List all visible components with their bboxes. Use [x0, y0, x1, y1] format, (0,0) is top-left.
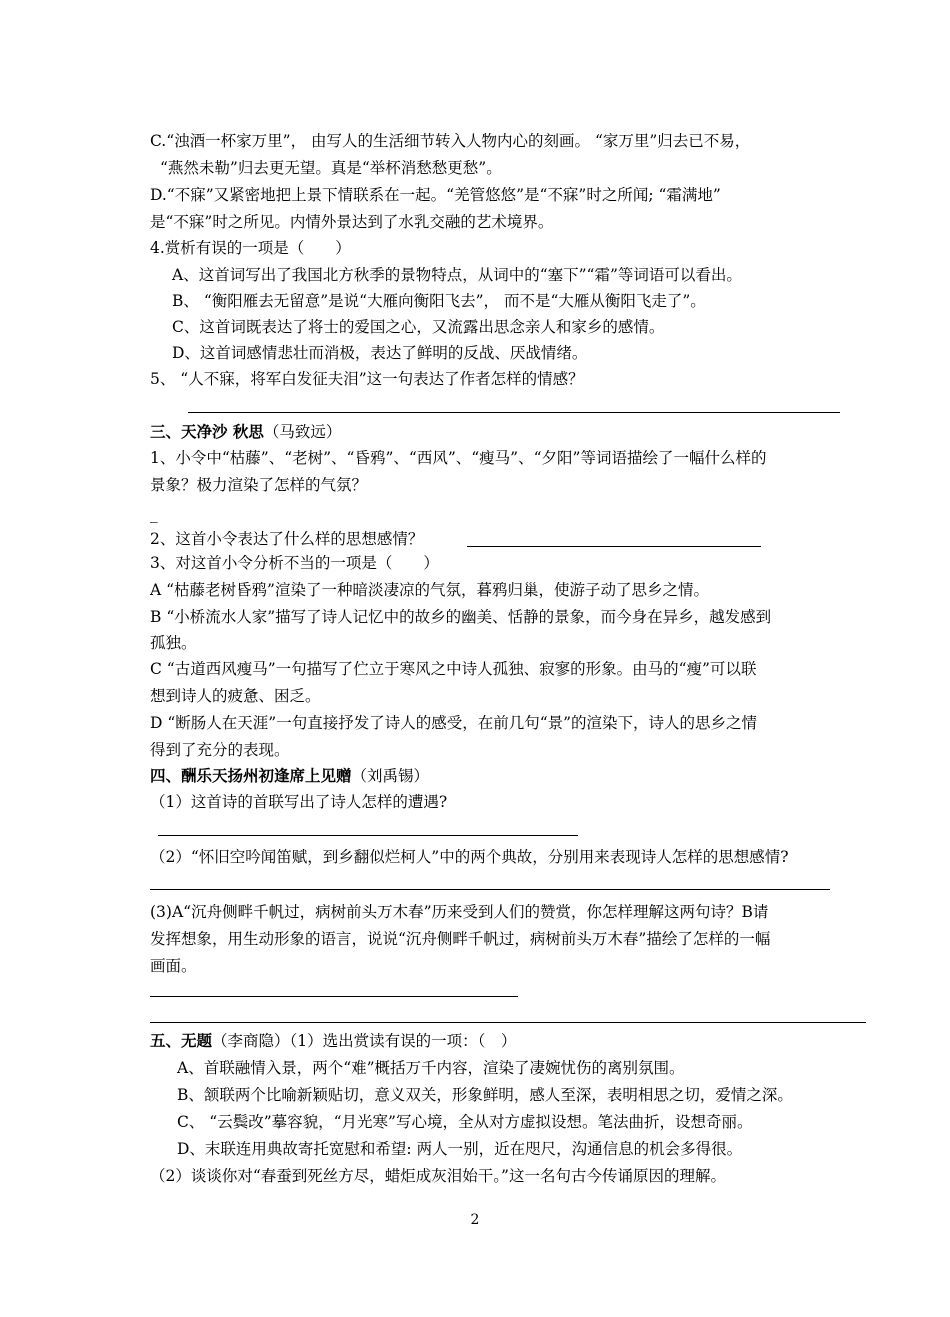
s3-question-1-line1: 1、小令中“枯藤”、“老树”、“昏鸦”、“西风”、“瘦马”、“夕阳”等词语描绘了一幅什么样的	[150, 449, 767, 467]
option-c-line2: “燕然未勒”归去更无望。真是“举杯消愁愁更愁”。	[160, 159, 502, 177]
section-3-author: （马致远）	[263, 423, 342, 441]
s5-question-2: （2）谈谈你对“春蚕到死丝方尽，蜡炬成灰泪始干。”这一名句古今传诵原因的理解。	[150, 1167, 726, 1185]
option-c-line1: C.“浊酒一杯家万里”， 由写人的生活细节转入人物内心的刻画。 “家万里”归去已不易，	[150, 132, 751, 150]
section-5-question-1: （李商隐）（1）选出赏读有误的一项：（ ）	[212, 1032, 517, 1050]
section-3-title: 三、天净沙 秋思	[150, 422, 264, 441]
q4-option-d: D、这首词感情悲壮而消极，表达了鲜明的反战、厌战情绪。	[172, 344, 588, 362]
question-4: 4.赏析有误的一项是（ ）	[150, 239, 351, 257]
answer-line-s4-q3a	[150, 996, 518, 997]
s5-option-b: B、颔联两个比喻新颖贴切，意义双关，形象鲜明，感人至深，表明相思之切，爱情之深。	[177, 1086, 793, 1104]
s4-question-3-line2: 发挥想象，用生动形象的语言，说说“沉舟侧畔千帆过，病树前头万木春”描绘了怎样的一幅	[150, 930, 771, 948]
section-4-heading	[150, 765, 429, 787]
option-d-line1: D.“不寐”又紧密地把上景下情联系在一起。“羌管悠悠”是“不寐”时之所闻; “霜满地”	[150, 186, 721, 204]
page-number: 2	[470, 1212, 480, 1228]
section-3-heading	[150, 421, 341, 443]
s3-question-3: 3、对这首小令分析不当的一项是（ ）	[150, 554, 439, 572]
section-4-title: 四、酬乐天扬州初逢席上见赠	[150, 766, 352, 785]
s4-question-3-line1: (3)A“沉舟侧畔千帆过，病树前头万木春”历来受到人们的赞赏，你怎样理解这两句诗？B请	[150, 903, 769, 921]
s5-option-d: D、末联连用典故寄托宽慰和希望: 两人一别，近在咫尺，沟通信息的机会多得很。	[177, 1140, 743, 1158]
s3-question-2: 2、这首小令表达了什么样的思想感情？	[150, 530, 424, 548]
answer-line-s4-q2	[150, 889, 830, 890]
section-5-heading	[150, 1030, 516, 1052]
question-5: 5、 “人不寐，将军白发征夫泪”这一句表达了作者怎样的情感？	[150, 370, 584, 388]
s4-question-1: （1）这首诗的首联写出了诗人怎样的遭遇?	[150, 793, 448, 811]
s3-option-c-line2: 想到诗人的疲惫、困乏。	[150, 687, 321, 705]
s5-option-c: C、 “云鬓改”摹容貌，“月光寒”写心境，全从对方虚拟设想。笔法曲折，设想奇丽。	[177, 1113, 753, 1131]
s3-option-b-line1: B “小桥流水人家”描写了诗人记忆中的故乡的幽美、恬静的景象，而今身在异乡，越发感到	[150, 608, 772, 626]
blank-mark: _	[150, 505, 158, 523]
answer-line-s3-q2	[467, 546, 761, 547]
s3-option-a: A “枯藤老树昏鸦”渲染了一种暗淡凄凉的气氛，暮鸦归巢，使游子动了思乡之情。	[150, 581, 709, 599]
answer-line-s4-q3b	[150, 1022, 866, 1023]
answer-line-q5	[188, 412, 840, 413]
s3-option-b-line2: 孤独。	[150, 634, 197, 652]
s3-option-d-line2: 得到了充分的表现。	[150, 741, 290, 759]
answer-line-s4-q1	[158, 835, 578, 836]
section-5-title: 五、无题	[150, 1031, 213, 1050]
q4-option-c: C、这首词既表达了将士的爱国之心，又流露出思念亲人和家乡的感情。	[172, 318, 665, 336]
s3-option-c-line1: C “古道西风瘦马”一句描写了伫立于寒风之中诗人孤独、寂寥的形象。由马的“瘦”可以联	[150, 660, 757, 678]
q4-option-a: A、这首词写出了我国北方秋季的景物特点，从词中的“塞下”“霜”等词语可以看出。	[172, 266, 742, 284]
s3-question-1-line2: 景象？极力渲染了怎样的气氛？	[150, 476, 368, 494]
section-4-author: （刘禹锡）	[351, 767, 430, 785]
s3-option-d-line1: D “断肠人在天涯”一句直接抒发了诗人的感受，在前几句“景”的渲染下，诗人的思乡之情	[150, 714, 758, 732]
s4-question-2: （2）“怀旧空吟闻笛赋，到乡翻似烂柯人”中的两个典故，分别用来表现诗人怎样的思想感情?	[150, 848, 789, 866]
s5-option-a: A、首联融情入景，两个“难”概括万千内容，渲染了凄婉忧伤的离别氛围。	[177, 1059, 685, 1077]
option-d-line2: 是“不寐”时之所见。内情外景达到了水乳交融的艺术境界。	[150, 213, 554, 231]
q4-option-b: B、 “衡阳雁去无留意”是说“大雁向衡阳飞去”， 而不是“大雁从衡阳飞走了”。	[172, 292, 706, 310]
s4-question-3-line3: 画面。	[150, 957, 197, 975]
